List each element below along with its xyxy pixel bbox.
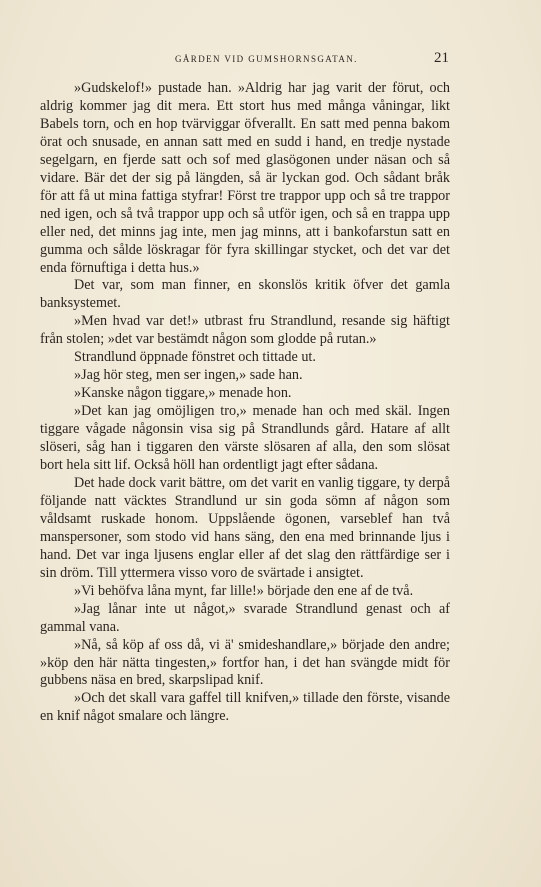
paragraph: »Jag hör steg, men ser ingen,» sade han.	[74, 367, 303, 384]
paragraph: »Men hvad var det!» utbrast fru Strandlund, resande sig häftigt från stolen; »det var bestämdt någon som glodde på rutan.»	[40, 313, 450, 348]
paragraph: »Kanske någon tiggare,» menade hon.	[74, 385, 292, 402]
paragraph: »Nå, så köp af oss då, vi ä' smideshandlare,» började den andre; »köp den här nätta tingesten,» fortfor han, i det han svängde midt för gubbens näsa en bred, skarpslipad knif.	[40, 636, 450, 689]
paragraph: »Det kan jag omöjligen tro,» menade han och med skäl. Ingen tiggare vågade någonsin visa sig på Strandlunds gård. Hatare af allt slöseri, såg han i tiggaren den värste slösaren af alla, den som slösat bort hela sitt lif. Också höll han ordentligt jagt efter sådana.	[40, 403, 450, 474]
paragraph: »Och det skall vara gaffel till knifven,» tillade den förste, visande en knif något smalare och längre.	[40, 690, 450, 725]
paragraph: Strandlund öppnade fönstret och tittade ut.	[74, 349, 316, 366]
page-header	[40, 50, 449, 72]
page-number: 21	[434, 50, 449, 66]
paragraph: Det hade dock varit bättre, om det varit en vanlig tiggare, ty derpå följande natt väcktes Strandlund ur sin goda sömn af någon som våldsamt ruskade honom. Uppslående ögonen, varseblef han två manspersoner, som stodo vid hans säng, den ena med brinnande ljus i hand. Det var inga ljusens englar eller af det slag den rättfärdige ser i sin dröm. Till yttermera visso voro de svärtade i ansigtet.	[40, 474, 450, 581]
running-head: GÅRDEN VID GUMSHORNSGATAN.	[175, 54, 358, 64]
body-text	[40, 80, 450, 726]
paragraph: »Vi behöfva låna mynt, far lille!» började den ene af de två.	[74, 582, 414, 599]
paragraph: Det var, som man finner, en skonslös kritik öfver det gamla banksystemet.	[40, 277, 450, 312]
paragraph: »Gudskelof!» pustade han. »Aldrig har jag varit der förut, och aldrig kommer jag dit mera. Ett stort hus med många våningar, likt Babels torn, och en hop tvärviggar öfverallt. En satt med penna bakom örat och snusade, en annan satt med en sudd i hand, en tredje nystade segelgarn, en fjerde satt och sof med glasögonen under näsan och så vidare. Bär det der sig på längden, så är lyckan god. Och sådant bråk för att få ut mina fattiga styfrar! Först tre trappor upp och så tre trappor ned igen, och så två trappor upp och så utför igen, och så en trappa upp eller ned, det minns jag inte, men jag minns, att i bankofarstun satt en gumma och sålde löskragar för fyra skillingar stycket, och det var det enda förnuftiga i detta hus.»	[40, 80, 450, 276]
paragraph: »Jag lånar inte ut något,» svarade Strandlund genast och af gammal vana.	[40, 600, 450, 635]
